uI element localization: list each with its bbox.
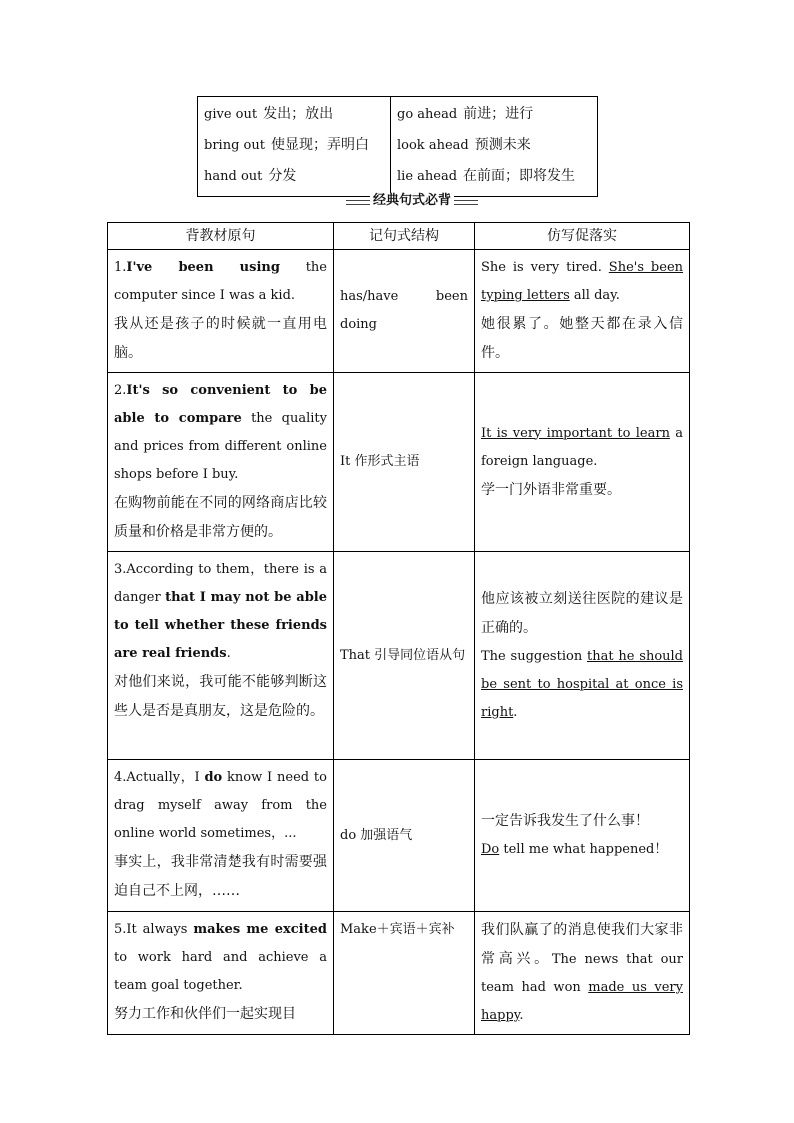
structure-cell: Make＋宾语＋宾补 xyxy=(334,912,475,1035)
header-original-sentence: 背教材原句 xyxy=(108,223,334,250)
phrase-item: look ahead 预测未来 xyxy=(397,137,531,153)
structure-cell: do 加强语气 xyxy=(334,760,475,912)
table-row xyxy=(108,250,690,373)
phrase-column-right xyxy=(391,97,598,197)
table-row xyxy=(108,552,690,760)
header-structure: 记句式结构 xyxy=(334,223,475,250)
imitation-cell: It is very important to learn a foreign language. 学一门外语非常重要。 xyxy=(475,373,690,552)
phrase-item: give out 发出；放出 xyxy=(204,106,334,122)
table-row xyxy=(108,373,690,552)
table-row xyxy=(108,912,690,1035)
section-title: 经典句式必背 xyxy=(370,193,454,209)
phrase-item: hand out 分发 xyxy=(204,168,297,184)
imitation-cell: 他应该被立刻送往医院的建议是正确的。 The suggestion that he should be sent to hospital at once is right. xyxy=(475,552,690,760)
structure-cell: has/have been doing xyxy=(334,250,475,373)
original-sentence-cell: 2.It's so convenient to be able to compare the quality and prices from different online shops before I buy. 在购物前能在不同的网络商店比较质量和价格是非常方便的。 xyxy=(108,373,334,552)
section-banner xyxy=(346,193,478,209)
imitation-cell: 我们队赢了的消息使我们大家非常高兴。The news that our team had won made us very happy. xyxy=(475,912,690,1035)
phrase-item: bring out 使显现；弄明白 xyxy=(204,137,369,153)
original-sentence-cell: 5.It always makes me excited to work hard and achieve a team goal together. 努力工作和伙伴们一起实现目 xyxy=(108,912,334,1035)
original-sentence-cell: 3.According to them，there is a danger that I may not be able to tell whether these friends are real friends. 对他们来说，我可能不能够判断这些人是否是真朋友，这是危险的。 xyxy=(108,552,334,760)
phrase-table xyxy=(197,96,598,197)
imitation-cell: She is very tired. She's been typing letters all day. 她很累了。她整天都在录入信件。 xyxy=(475,250,690,373)
table-header-row xyxy=(108,223,690,250)
imitation-cell: 一定告诉我发生了什么事！ Do tell me what happened！ xyxy=(475,760,690,912)
structure-cell: That 引导同位语从句 xyxy=(334,552,475,760)
phrase-item: lie ahead 在前面；即将发生 xyxy=(397,168,576,184)
phrase-column-left xyxy=(198,97,391,197)
phrase-item: go ahead 前进；进行 xyxy=(397,106,534,122)
header-imitation: 仿写促落实 xyxy=(475,223,690,250)
table-row xyxy=(108,760,690,912)
sentence-pattern-table xyxy=(107,222,690,1035)
structure-cell: It 作形式主语 xyxy=(334,373,475,552)
original-sentence-cell: 4.Actually，I do know I need to drag myself away from the online world sometimes，... 事实上，我非常清楚我有时需要强迫自己不上网，…… xyxy=(108,760,334,912)
original-sentence-cell: 1.I've been using the computer since I was a kid. 我从还是孩子的时候就一直用电脑。 xyxy=(108,250,334,373)
